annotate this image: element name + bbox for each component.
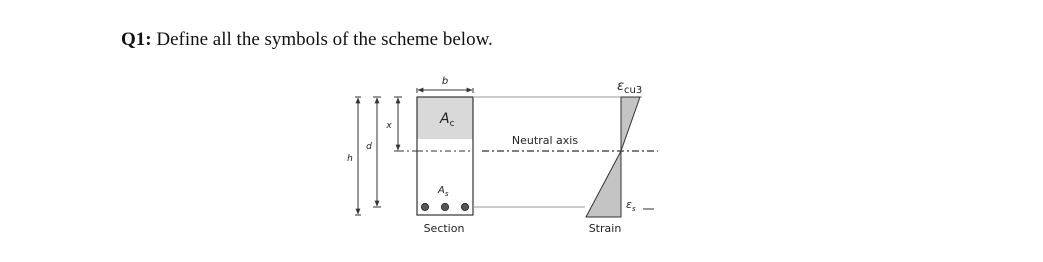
rebar-bar-3	[461, 203, 468, 210]
x-label: x	[386, 121, 392, 131]
strain-caption: Strain	[588, 222, 622, 235]
es-label: $\varepsilon_s$	[626, 198, 636, 213]
ecu3-label: $\varepsilon_{cu3}$	[617, 79, 643, 96]
question-number: Q1:	[121, 29, 152, 50]
d-label: d	[366, 142, 372, 152]
ac-label: $A_c$	[440, 111, 455, 129]
question-body: Define all the symbols of the scheme below.	[156, 29, 493, 50]
strain-compression-triangle	[621, 97, 640, 151]
rebar-bar-2	[441, 203, 448, 210]
strain-tension-triangle	[586, 151, 621, 217]
rebar-bar-1	[421, 203, 428, 210]
b-label: b	[441, 76, 449, 87]
h-label: h	[347, 154, 353, 164]
section-caption: Section	[423, 222, 465, 235]
as-label: $A_s$	[438, 185, 449, 198]
neutral-axis-label: Neutral axis	[511, 134, 579, 147]
